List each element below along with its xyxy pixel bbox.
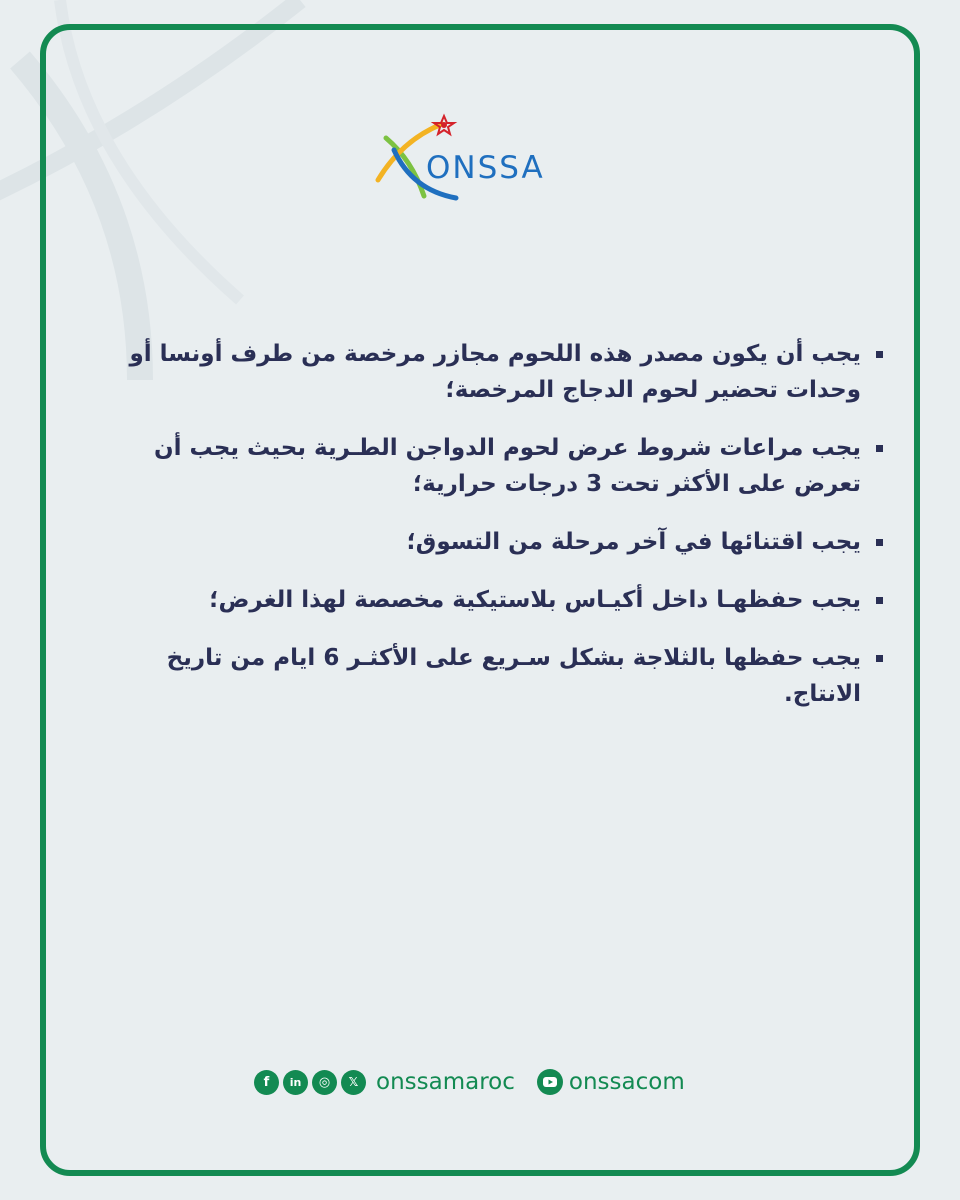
list-item (95, 582, 885, 618)
list-item (95, 524, 885, 560)
onssa-logo (372, 110, 592, 210)
bullet-square-icon (876, 655, 883, 662)
list-item (95, 336, 885, 408)
bullet-list (95, 336, 885, 734)
linkedin-icon[interactable]: in (283, 1070, 308, 1095)
logo-text: ONSSA (426, 150, 545, 186)
bullet-text: يجب حفظها بالثلاجة بشكل سـريع على الأكثـر 6 ايام من تاريخ الانتاج. (166, 645, 861, 707)
bullet-text: يجب حفظهـا داخل أكيـاس بلاستيكية مخصصة لهذا الغرض؛ (209, 587, 861, 613)
social-handle[interactable]: onssamaroc (376, 1069, 515, 1095)
bullet-text: يجب اقتنائها في آخر مرحلة من التسوق؛ (406, 529, 861, 555)
bullet-text: يجب مراعات شروط عرض لحوم الدواجن الطـرية بحيث يجب أن تعرض على الأكثر تحت 3 درجات حرارية؛ (153, 435, 861, 497)
youtube-icon[interactable] (537, 1069, 563, 1095)
bullet-square-icon (876, 445, 883, 452)
bullet-square-icon (876, 597, 883, 604)
bullet-square-icon (876, 351, 883, 358)
facebook-icon[interactable]: f (254, 1070, 279, 1095)
bullet-text: يجب أن يكون مصدر هذه اللحوم مجازر مرخصة من طرف أونسا أو وحدات تحضير لحوم الدجاج المرخصة؛ (129, 341, 861, 403)
social-footer (254, 1066, 685, 1098)
instagram-icon[interactable]: ◎ (312, 1070, 337, 1095)
bullet-square-icon (876, 539, 883, 546)
list-item (95, 430, 885, 502)
x-icon[interactable]: 𝕏 (341, 1070, 366, 1095)
youtube-handle[interactable]: onssacom (568, 1069, 685, 1095)
list-item (95, 640, 885, 712)
